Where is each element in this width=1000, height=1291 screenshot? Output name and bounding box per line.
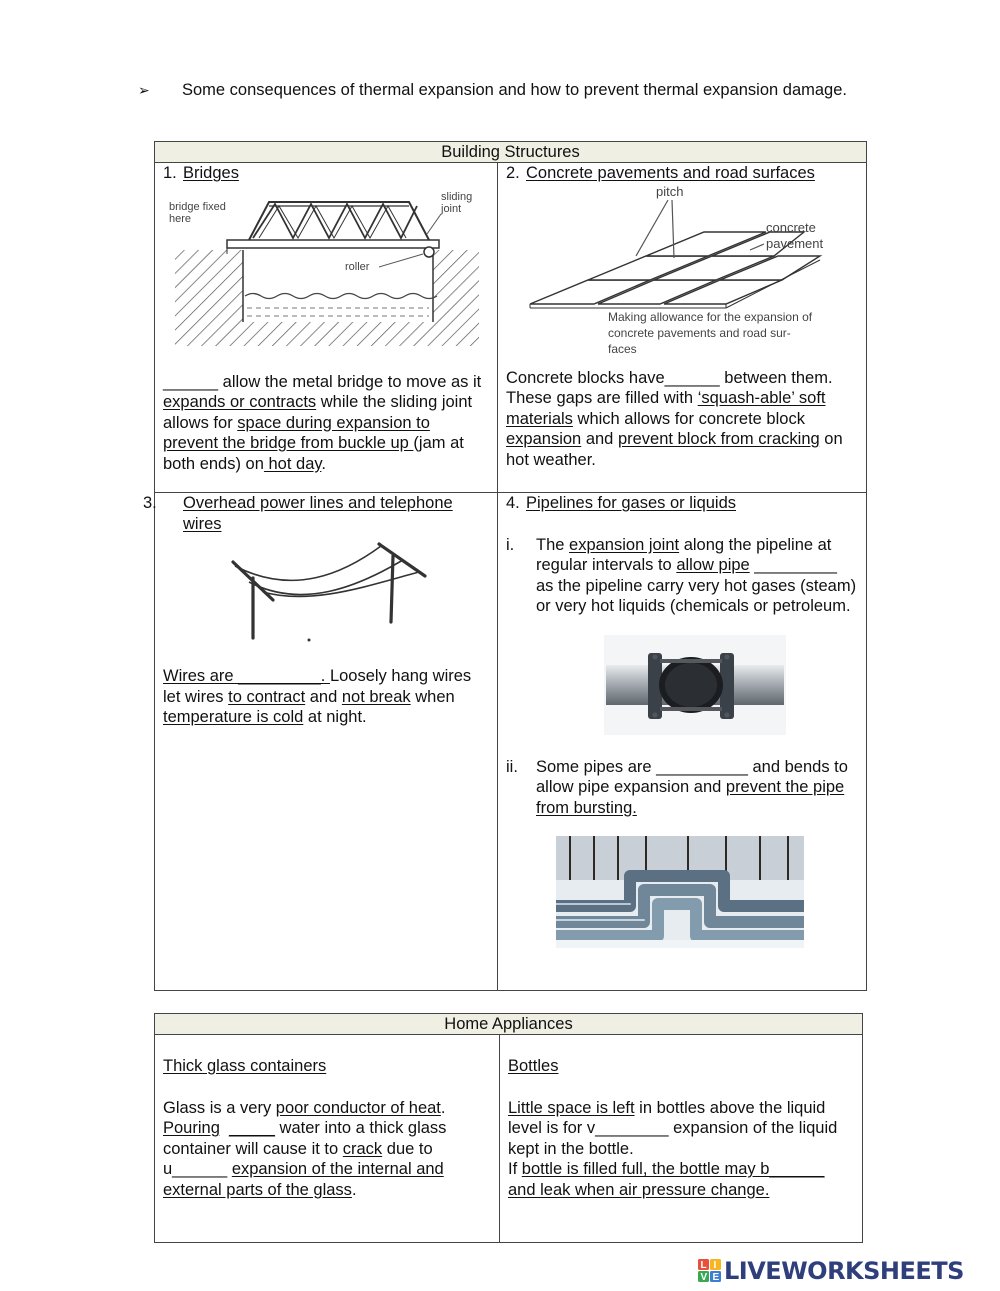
concrete-cell: [498, 163, 867, 493]
building-structures-table: [143, 141, 867, 991]
bridge-diagram: [165, 184, 485, 352]
roller-label: roller: [345, 260, 370, 273]
logo-letter-e: E: [712, 1272, 720, 1283]
sliding-label: sliding: [441, 190, 473, 203]
pavement-label: pavement: [766, 235, 824, 251]
pipe-loops-photo: [556, 836, 804, 948]
concrete-caption-3: faces: [608, 341, 637, 356]
logo-letter-v: V: [700, 1272, 708, 1283]
logo-letter-i: I: [713, 1260, 717, 1271]
pipelines-number: 4.: [506, 494, 520, 512]
concrete-label: concrete: [766, 219, 816, 235]
bottles-cell: [500, 1035, 863, 1243]
home-appliances-table: [154, 1013, 863, 1243]
concrete-caption-1: Making allowance for the expansion of: [608, 309, 813, 324]
bridges-number: 1.: [163, 164, 177, 182]
bridges-title: Bridges: [183, 164, 239, 182]
power-lines-title: Overhead power lines and telephone wires: [183, 494, 453, 533]
intro-text: Some consequences of thermal expansion and how to prevent thermal expansion damage.: [182, 81, 847, 99]
bottles-paragraph-2: If bottle is filled full, the bottle may b______ and leak when air pressure change.: [508, 1160, 825, 1199]
power-lines-drawing: [163, 534, 483, 660]
bridges-cell: [155, 163, 498, 493]
bottles-paragraph: Little space is left in bottles above the liquid level is for v________ expansion of the liquid kept in the bottle.: [508, 1098, 838, 1158]
concrete-pavement-diagram: [524, 184, 864, 356]
home-appliances-header: Home Appliances: [155, 1014, 863, 1035]
bridges-paragraph: ______ allow the metal bridge to move as it expands or contracts while the sliding joint allows for space during expansion to prevent the bridge from buckle up (jam at both ends) on hot day.: [163, 372, 482, 473]
liveworksheets-logo[interactable]: [698, 1256, 964, 1286]
concrete-number: 2.: [506, 164, 520, 182]
logo-letter-l: L: [700, 1260, 707, 1271]
concrete-caption-2: concrete pavements and road sur-: [608, 325, 791, 340]
arrow-bullet-icon: ➢: [138, 82, 150, 98]
sliding-label-2: joint: [441, 202, 462, 215]
bottles-title: Bottles: [508, 1057, 559, 1075]
pipelines-point-i: i. The expansion joint along the pipeline at regular intervals to allow pipe _________ as the pipeline carry very hot gases (steam) or very hot liquids (chemicals or petroleum.: [506, 535, 857, 615]
glass-containers-paragraph: Glass is a very poor conductor of heat. Pouring _____ water into a thick glass container will cause it to crack due to u______ expansion of the internal and external parts of the glass.: [163, 1098, 447, 1199]
bridge-fixed-label-2: here: [169, 212, 192, 225]
pipelines-title: Pipelines for gases or liquids: [526, 494, 737, 512]
concrete-paragraph: Concrete blocks have______ between them. These gaps are filled with ‘squash-able’ soft materials which allows for concrete block expansion and prevent block from cracking on hot weather.: [506, 368, 843, 469]
pipelines-cell: [498, 493, 867, 991]
pipelines-point-ii: ii. Some pipes are __________ and bends to allow pipe expansion and prevent the pipe from bursting.: [506, 757, 848, 817]
liveworksheets-logo-text: LIVEWORKSHEETS: [724, 1256, 964, 1285]
concrete-title: Concrete pavements and road surfaces: [526, 164, 815, 182]
power-lines-cell: [143, 493, 498, 991]
expansion-joint-photo: [604, 635, 786, 735]
glass-containers-cell: [155, 1035, 500, 1243]
building-structures-header: Building Structures: [155, 142, 867, 163]
pitch-label: pitch: [656, 183, 684, 199]
glass-containers-title: Thick glass containers: [163, 1057, 327, 1075]
intro-bullet-point: [138, 80, 858, 101]
power-lines-paragraph: Wires are _________. Loosely hang wires let wires to contract and not break when temperature is cold at night.: [163, 667, 472, 726]
power-lines-number: 3.: [143, 494, 157, 512]
liveworksheets-mark-icon: [698, 1258, 722, 1284]
bridge-fixed-label: bridge fixed: [169, 200, 226, 213]
